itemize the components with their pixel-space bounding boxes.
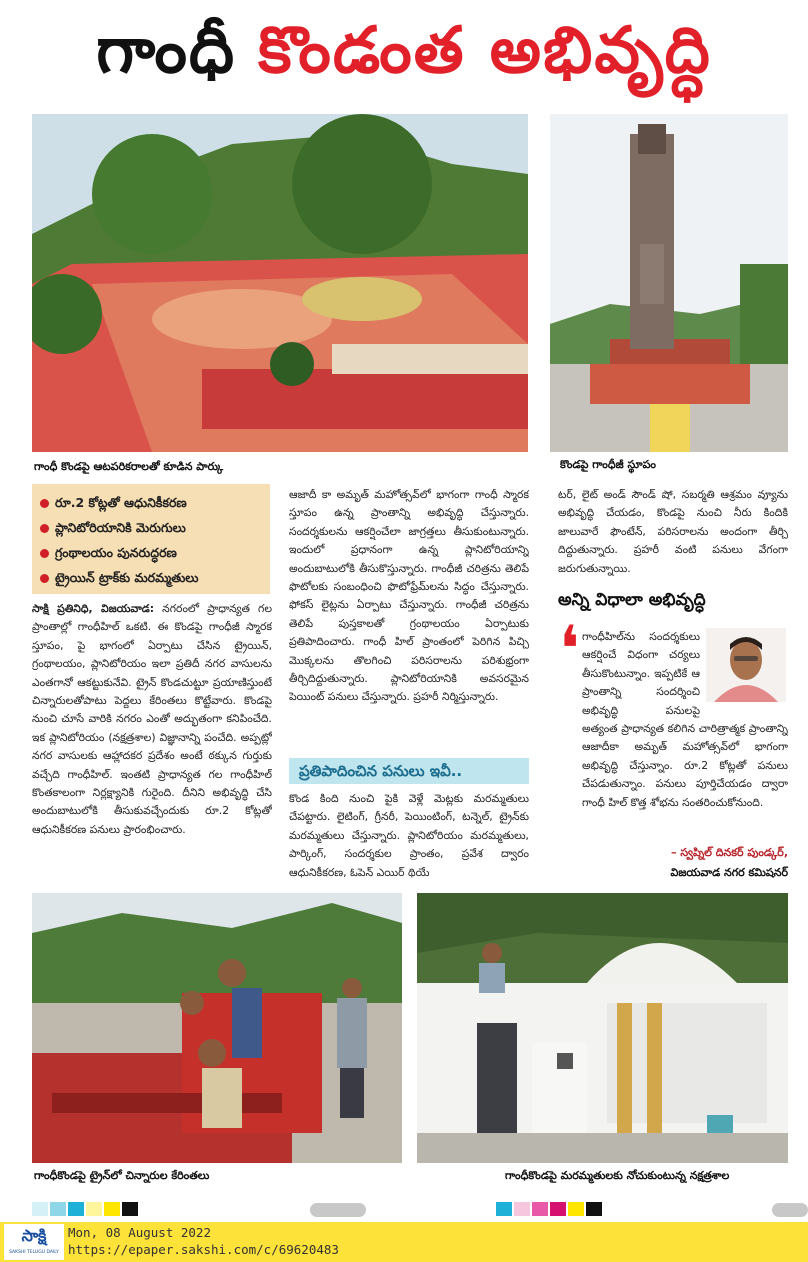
planetarium-photo[interactable] bbox=[417, 893, 788, 1163]
footer-bar bbox=[0, 1222, 808, 1262]
commissioner-photo[interactable] bbox=[706, 628, 786, 702]
article-col2a-text: ఆజాదీ కా అమృత్ మహోత్సవ్‌లో భాగంగా గాంధీ స్మారక స్తూపం ఉన్న ప్రాంతాన్ని అభివృద్ధి చేస్తున్నారు. సందర్శకులను ఆకర్షించేలా జాగ్రత్తలు తీసుకుంటున్నారు. ఇందులో ప్రధానంగా ఉన్న ప్లానిటోరియాన్ని అందుబాటులోకి తీసుకొస్తున్నారు. గాంధీజీ చరిత్రను తెలిపే ఫొటోలకు సంబంధించి ఫొటోఫ్రేమ్‌లను సిద్ధం చేస్తున్నారు. ఫోకస్ లైట్లను ఏర్పాటు చేస్తున్నారు. గాంధీజీ చరిత్రను తెలిపే పుస్తకాలతో గ్రంథాలయం ఏర్పాటుకు ప్రతిపాదించారు. గాంధీ హిల్ ప్రాంతంలో పెరిగిన పిచ్చి మొక్కలను తొలగించి పరిసరాలను పరిశుభ్రంగా తీర్చిదిద్దుతున్నారు. ప్లానిటోరియానికి అవసరమైన పెయింట్ పనులు చేస్తున్నారు. ప్రహరీ నిర్మిస్తున్నారు. bbox=[289, 488, 529, 704]
headline bbox=[0, 8, 808, 108]
sakshi-logo[interactable] bbox=[4, 1224, 64, 1260]
park-caption: గాంధీ కొండపై ఆటపరికరాలతో కూడిన పార్కు bbox=[34, 460, 224, 473]
all-round-development-heading: అన్ని విధాలా అభివృద్ధి bbox=[558, 590, 706, 610]
article-column-2a bbox=[289, 486, 529, 754]
highlight-item: ప్లానిటోరియానికి మెరుగులు bbox=[40, 515, 264, 540]
quote-bottom bbox=[582, 720, 788, 844]
article-dateline: సాక్షి ప్రతినిధి, విజయవాడ: bbox=[32, 602, 155, 615]
registration-pill bbox=[772, 1203, 808, 1217]
train-photo[interactable] bbox=[32, 893, 402, 1163]
proposed-works-subhead: ప్రతిపాదించిన పనులు ఇవీ.. bbox=[289, 758, 529, 784]
highlights-box bbox=[32, 484, 270, 594]
logo-subtext: SAKSHI TELUGU DAILY bbox=[9, 1250, 59, 1255]
article-col3a-text: టర్, లైట్ అండ్ సౌండ్ షో, సబర్మతి ఆశ్రమం వ్యూను అభివృద్ధి చేయడం, కొండపై నుంచి నీరు కిందికి జాలువారే ఫౌంటేన్, పరిసరాలను అందంగా తీర్చి దిద్దుతున్నారు. ప్రహరీ వంటి పనులు వేగంగా జరుగుతున్నాయి. bbox=[558, 488, 788, 575]
planetarium-caption: గాంధీకొండపై మరమ్మతులకు నోచుకుంటున్న నక్షత్రశాల bbox=[505, 1169, 730, 1182]
highlight-item: ట్రైయిన్ ట్రాక్‌కు మరమ్మతులు bbox=[40, 565, 264, 590]
edition-date: Mon, 08 August 2022 bbox=[68, 1225, 211, 1240]
highlight-item: గ్రంథాలయం పునరుద్ధరణ bbox=[40, 540, 264, 565]
color-registration-bar bbox=[32, 1202, 140, 1218]
signature-name: – స్వప్నిల్ దినకర్ పుండ్కర్, bbox=[671, 846, 788, 859]
quote-icon: ❛ bbox=[559, 613, 580, 687]
signature-title: విజయవాడ నగర కమిషనర్ bbox=[670, 866, 788, 879]
article-column-2b bbox=[289, 790, 529, 884]
quote-bottom-text: అత్యంత ప్రాధాన్యత కలిగిన చారిత్రాత్మక ప్రాంతాన్ని ఆజాదీకా అమృత్ మహోత్సవ్‌లో భాగంగా అభివృద్ధి చేస్తున్నాం. రూ.2 కోట్లతో పనులు చేపడుతున్నాం. పనులు పూర్తిచేయడం ద్వారా గాంధీ హిల్ కొత్త శోభను సంతరించుకోనుంది. bbox=[582, 722, 788, 809]
stupa-caption: కొండపై గాంధీజీ స్థూపం bbox=[560, 458, 656, 471]
headline-word-1: గాంధీ bbox=[96, 13, 237, 88]
headline-word-2: కొండంత అభివృద్ధి bbox=[258, 13, 712, 88]
park-photo[interactable] bbox=[32, 114, 528, 452]
bullet-dot-icon bbox=[40, 524, 49, 533]
quote-top-text: గాంధీహిల్‌ను సందర్శకులు ఆకర్షించే విధంగా చర్యలు తీసుకొంటున్నాం. ఇప్పటికే ఆ ప్రాంతాన్ని సందర్శించి అభివృద్ధి పనులపై bbox=[582, 630, 700, 717]
quote-top bbox=[582, 628, 700, 720]
stupa-photo[interactable] bbox=[550, 114, 788, 452]
article-column-1 bbox=[32, 600, 272, 884]
article-col1-text: నగరంలో ప్రాధాన్యత గల ప్రాంతాల్లో గాంధీహిల్ ఒకటి. ఈ కొండపై గాంధీజీ స్మారక స్తూపం, పై భాగంలో ఏర్పాటు చేసిన ట్రైయిన్, గ్రంథాలయం, ప్లానిటోరియం ఇలా ప్రతిదీ నగర వాసులను ఎంతగానో ఆకట్టుకునేవి. ట్రైన్ కొండచుట్టూ ప్రయాణిస్తుంటే చిన్నారులతోపాటు పెద్దలు కేరింతలు కొట్టేవారు. కొండపై నుంచి చూసే వారికి నగరం ఎంతో అద్భుతంగా కనిపించేది. ఇక ప్లానిటోరియం (నక్షత్రశాల) విజ్ఞానాన్ని పంచేది. అప్పట్లో నగర వాసులకు ఆహ్లాదకర ప్రదేశం అంటే ఠక్కున గుర్తుకు వచ్చేది గాంధీహిల్. ఇంతటి ప్రాధాన్యత గల గాంధీహిల్ కొంతకాలంగా నిర్లక్ష్యానికి గురైంది. దీనిని అభివృద్ధి చేసి అందుబాటులోకి తీసుకువచ్చేందుకు రూ.2 కోట్లతో ఆధునికీకరణ పనులు ప్రారంభించారు. bbox=[32, 602, 272, 836]
logo-text: సాక్షి bbox=[21, 1226, 47, 1245]
epaper-url-link[interactable]: https://epaper.sakshi.com/c/69620483 bbox=[68, 1242, 339, 1257]
article-col2b-text: కొండ కింది నుంచి పైకి వెళ్లే మెట్లకు మరమ్మతులు చేపట్టారు. లైటింగ్, గ్రీనరీ, పెయింటింగ్, టన్నెల్, ట్రైన్‌కు మరమ్మతులు చేస్తున్నారు. ప్లానిటోరియం మరమ్మతులు, పార్కింగ్, సందర్శకుల ప్రాంతం, ప్రవేశ ద్వారం ఆధునికీకరణ, ఓపెన్ ఎయిర్ థియే bbox=[289, 792, 529, 879]
bullet-dot-icon bbox=[40, 499, 49, 508]
registration-pill bbox=[310, 1203, 366, 1217]
bullet-dot-icon bbox=[40, 574, 49, 583]
train-caption: గాంధీకొండపై ట్రైన్‌లో చిన్నారుల కేరింతలు bbox=[34, 1169, 210, 1182]
highlight-item: రూ.2 కోట్లతో ఆధునికీకరణ bbox=[40, 490, 264, 515]
color-registration-bar bbox=[496, 1202, 604, 1218]
article-column-3a bbox=[558, 486, 788, 582]
bullet-dot-icon bbox=[40, 549, 49, 558]
